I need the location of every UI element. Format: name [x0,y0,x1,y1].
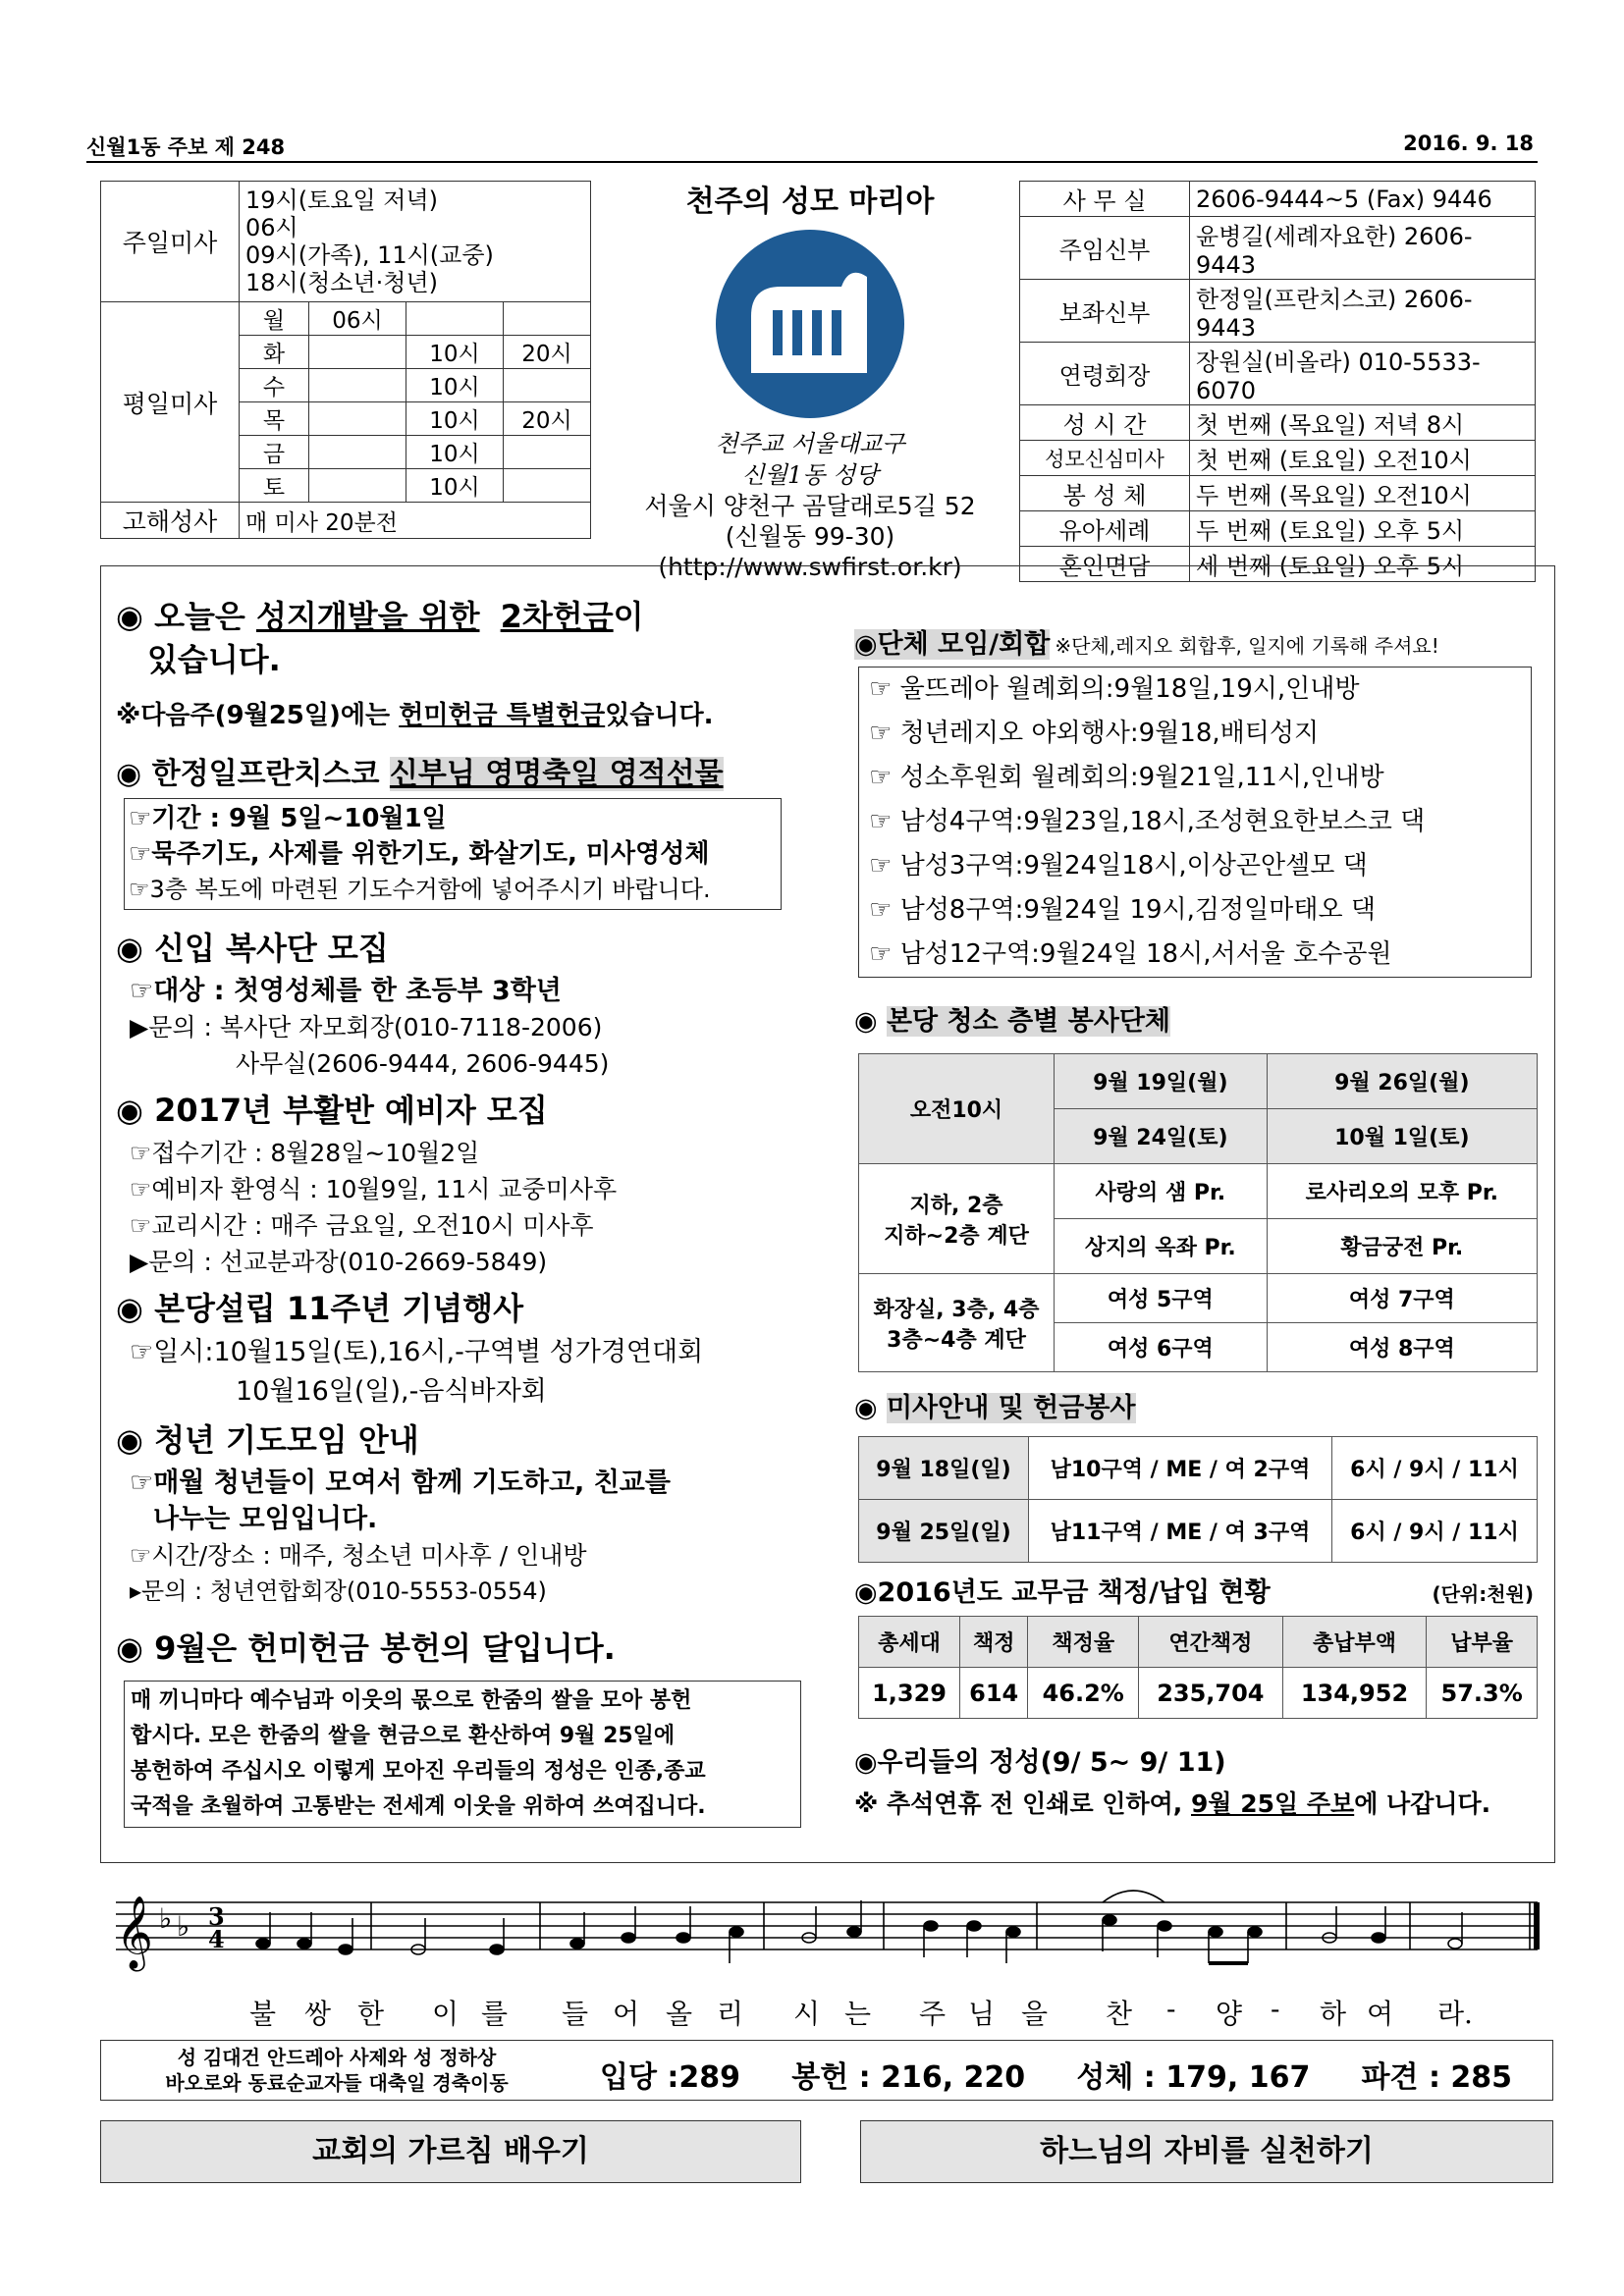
contact-key: 유아세례 [1020,511,1190,547]
contact-key: 봉 성 체 [1020,476,1190,511]
tithe-col-header: 총세대 [859,1617,960,1668]
contact-value: 2606-9444~5 (Fax) 9446 [1190,182,1536,217]
right-column [854,622,1542,1820]
cleaning-floor-2: 화장실, 3층, 4층 3층~4층 계단 [859,1274,1055,1372]
left-column [116,595,842,1828]
cleaning-date: 9월 26일(월) [1267,1054,1537,1109]
anniversary-body: ☞일시:10월15일(토),16시,-구역별 성가경연대회 10월16일(일),-음식바자회 [130,1337,704,1407]
section-youth-prayer-title: ◉ 청년 기도모임 안내 [116,1421,419,1459]
lyric-syllable: 한 [357,1998,385,2030]
contact-value: 한정일(프란치스코) 2606-9443 [1190,280,1536,343]
cleaning-group: 여성 7구역 [1267,1274,1537,1323]
weekday-day: 월 [240,302,309,336]
lyric-syllable: 들 [562,1998,589,2030]
tithe-col-header: 납부율 [1427,1617,1538,1668]
lyric-syllable: 리 [717,1998,744,2030]
contact-key: 혼인면담 [1020,547,1190,582]
contact-value: 첫 번째 (토요일) 오전10시 [1190,441,1536,476]
contact-value: 첫 번째 (목요일) 저녁 8시 [1190,405,1536,441]
mass-guide-title: ◉ 미사안내 및 헌금봉사 [854,1393,1136,1423]
lyric-syllable: 이 [432,1998,460,2030]
section-feast-gift-title: ◉ 한정일프란치스코 신부님 영명축일 영적선물 [116,757,724,791]
tithe-table [858,1616,1538,1719]
weekday-time [309,469,406,503]
tithe-col-header: 책정율 [1028,1617,1139,1668]
parish-signature: 천주교 서울대교구 신월1동 성당 [715,430,905,489]
contact-key: 사 무 실 [1020,182,1190,217]
cleaning-date: 9월 24일(토) [1055,1109,1268,1164]
contact-key: 연령회장 [1020,343,1190,405]
weekday-time [504,436,591,469]
group-meetings-box [858,667,1532,978]
lyric-syllable: 찬 [1106,1998,1133,2030]
weekday-day: 토 [240,469,309,503]
cleaning-group: 사랑의 샘 Pr. [1055,1164,1268,1219]
weekday-time [309,436,406,469]
sunday-mass-label: 주일미사 [101,182,240,302]
notice-second-collection-cont: 있습니다. [147,641,281,678]
contact-key: 보좌신부 [1020,280,1190,343]
weekday-time: 10시 [406,436,504,469]
contact-key: 주임신부 [1020,217,1190,280]
svg-text:3: 3 [208,1902,225,1931]
cleaning-group: 여성 8구역 [1267,1323,1537,1372]
list-item: ☞ 남성4구역:9월23일,18시,조성현요한보스코 댁 [869,807,1426,836]
contact-value: 두 번째 (목요일) 오전10시 [1190,476,1536,511]
mass-guide-date: 9월 18일(일) [859,1437,1029,1500]
lyric-syllable: 하 [1320,1998,1347,2030]
weekday-time [504,369,591,402]
list-item: ☞ 울뜨레아 월례회의:9월18일,19시,인내방 [869,674,1360,704]
weekday-time: 10시 [406,469,504,503]
notice-second-collection: ◉ 오늘은 성지개발을 위한 2차헌금이 [116,598,644,635]
bulletin-date: 2016. 9. 18 [1403,132,1534,155]
mass-guide-table [858,1436,1538,1563]
tithe-col-header: 책정 [960,1617,1028,1668]
contacts-table [1019,181,1536,582]
lyric-syllable: 여 [1367,1998,1394,2030]
sunday-mass-times: 19시(토요일 저녁) 06시 09시(가족), 11시(교중) 18시(청소년·청년) [240,182,591,302]
weekday-mass-label: 평일미사 [101,302,240,503]
weekday-time: 10시 [406,336,504,369]
lyric-syllable: 을 [1021,1998,1049,2030]
cleaning-floor-1: 지하, 2층 지하~2층 계단 [859,1164,1055,1274]
cleaning-table [858,1053,1538,1372]
cleaning-group: 로사리오의 모후 Pr. [1267,1164,1537,1219]
contact-value: 세 번째 (토요일) 오후 5시 [1190,547,1536,582]
lyric-syllable: 쌍 [304,1998,332,2030]
cleaning-date: 10월 1일(토) [1267,1109,1537,1164]
lyric-syllable: 는 [844,1998,872,2030]
confession-value: 매 미사 20분전 [240,503,591,539]
lyric-syllable: 어 [613,1998,640,2030]
tithe-value: 1,329 [859,1668,960,1719]
weekday-time [504,469,591,503]
cleaning-title: ◉ 본당 청소 층별 봉사단체 [854,1006,1170,1037]
weekday-time [309,336,406,369]
weekday-time [504,302,591,336]
lyric-syllable: 라. [1437,1998,1473,2030]
contact-value: 윤병길(세례자요한) 2606-9443 [1190,217,1536,280]
youth-prayer-body: ☞매월 청년들이 모여서 함께 기도하고, 친교를 나누는 모임입니다. ☞시간/장소 : 매주, 청소년 미사후 / 인내방 ▸문의 : 청년연합회장(010-5553-0554) [130,1468,671,1605]
mass-schedule-table [100,181,591,539]
tithe-value: 614 [960,1668,1028,1719]
bulletin-number: 신월1동 주보 제 248 [86,135,286,159]
parish-logo-icon [712,226,908,422]
contact-key: 성 시 간 [1020,405,1190,441]
tithe-value: 46.2% [1028,1668,1139,1719]
parish-patron-title: 천주의 성모 마리아 [685,185,935,219]
hymn-numbers: 입당 :289 봉헌 : 216, 220 성체 : 179, 167 파견 : 285 [600,2060,1513,2095]
lyric-syllable: - [1271,1993,1280,2025]
tithe-value: 57.3% [1427,1668,1538,1719]
mass-guide-date: 9월 25일(일) [859,1500,1029,1563]
tithe-value: 134,952 [1282,1668,1427,1719]
lyric-syllable: 양 [1216,1998,1243,2030]
list-item: ☞ 남성8구역:9월24일 19시,김정일마태오 댁 [869,895,1377,925]
section-anniversary-title: ◉ 본당설립 11주년 기념행사 [116,1290,523,1327]
feast-box [100,2040,1553,2101]
mass-guide-groups: 남10구역 / ME / 여 2구역 [1029,1437,1332,1500]
offering-title: ◉우리들의 정성(9/ 5~ 9/ 11) [854,1747,1226,1778]
list-item: ☞ 청년레지오 야외행사:9월18,배티성지 [869,719,1320,748]
tithe-col-header: 총납부액 [1282,1617,1427,1668]
lyric-syllable: - [1166,1993,1176,2025]
hymn-score [116,1883,1549,1981]
cleaning-group: 황금궁전 Pr. [1267,1219,1537,1274]
weekday-day: 수 [240,369,309,402]
cleaning-time: 오전10시 [859,1054,1055,1164]
cleaning-group: 여성 6구역 [1055,1323,1268,1372]
lyric-syllable: 주 [919,1998,947,2030]
weekday-time: 10시 [406,402,504,436]
cleaning-group: 여성 5구역 [1055,1274,1268,1323]
section-rice-offering-title: ◉ 9월은 헌미헌금 봉헌의 달입니다. [116,1629,616,1667]
mass-guide-groups: 남11구역 / ME / 여 3구역 [1029,1500,1332,1563]
parish-url: (http://www.swfirst.or.kr) [658,553,962,581]
weekday-day: 화 [240,336,309,369]
lyric-syllable: 불 [249,1998,277,2030]
mass-guide-times: 6시 / 9시 / 11시 [1332,1437,1538,1500]
section-catechumen-title: ◉ 2017년 부활반 예비자 모집 [116,1092,548,1129]
tithe-value: 235,704 [1139,1668,1283,1719]
tithe-header: ◉2016년도 교무금 책정/납입 현황 (단위:천원) [854,1577,1534,1608]
tithe-col-header: 연간책정 [1139,1617,1283,1668]
list-item: ☞ 남성3구역:9월24일18시,이상곤안셀모 댁 [869,851,1368,881]
lyric-syllable: 를 [481,1998,509,2030]
list-item: ☞ 성소후원회 월례회의:9월21일,11시,인내방 [869,763,1384,792]
cleaning-date: 9월 19일(월) [1055,1054,1268,1109]
treble-clef-icon: 𝄞 [116,1896,153,1969]
svg-text:4: 4 [208,1925,225,1953]
weekday-time: 10시 [406,369,504,402]
offering-note: ※ 추석연휴 전 인쇄로 인하여, 9월 25일 주보에 나갑니다. [854,1789,1491,1818]
footer-teaching: 교회의 가르침 배우기 [100,2120,801,2183]
rice-offering-box: 매 끼니마다 예수님과 이웃의 몫으로 한줌의 쌀을 모아 봉헌 합시다. 모은 한줌의 쌀을 현금으로 환산하여 9월 25일에 봉헌하여 주십시오 이렇게 모아진 우리들의 정성은 인종,종교 국적을 초월하여 고통받는 전세계 이웃을 위하여 쓰여집니다. [124,1681,801,1828]
contact-value: 두 번째 (토요일) 오후 5시 [1190,511,1536,547]
weekday-time [309,369,406,402]
feast-gift-prayers: ☞묵주기도, 사제를 위한기도, 화살기도, 미사영성체 [129,839,710,869]
weekday-time: 06시 [309,302,406,336]
feast-gift-instructions: ☞3층 복도에 마련된 기도수거함에 넣어주시기 바랍니다. [129,876,711,903]
weekday-time: 20시 [504,402,591,436]
lyric-syllable: 시 [793,1998,821,2030]
cleaning-group: 상지의 옥좌 Pr. [1055,1219,1268,1274]
confession-label: 고해성사 [101,503,240,539]
flat-icon: ♭ [159,1902,173,1935]
weekday-time [309,402,406,436]
header-rule [86,161,1538,163]
section-altar-servers-title: ◉ 신입 복사단 모집 [116,930,389,967]
flat-icon: ♭ [177,1910,190,1943]
contact-value: 장원실(비올라) 010-5533-6070 [1190,343,1536,405]
parish-address: 서울시 양천구 곰달래로5길 52 (신월동 99-30) (http://www.swfirst.or.kr) [609,491,1011,582]
altar-servers-body: ☞대상 : 첫영성체를 한 초등부 3학년 ▶문의 : 복사단 자모회장(010-7118-2006) 사무실(2606-9444, 2606-9445) [130,976,610,1078]
mass-guide-times: 6시 / 9시 / 11시 [1332,1500,1538,1563]
lyric-syllable: 님 [968,1998,996,2030]
parish-block [609,177,1011,582]
feast-gift-period: ☞기간 : 9월 5일~10월1일 [129,804,447,833]
notice-special-collection: ※다음주(9월25일)에는 헌미헌금 특별헌금있습니다. [116,701,714,730]
footer-mercy: 하느님의 자비를 실천하기 [860,2120,1553,2183]
weekday-day: 목 [240,402,309,436]
weekday-time [406,302,504,336]
catechumen-body: ☞접수기간 : 8월28일~10월2일 ☞예비자 환영식 : 10월9일, 11시 교중미사후 ☞교리시간 : 매주 금요일, 오전10시 미사후 ▶문의 : 선교분과장(010-2669-5849) [130,1139,618,1276]
weekday-day: 금 [240,436,309,469]
list-item: ☞ 남성12구역:9월24일 18시,서서울 호수공원 [869,939,1392,969]
lyric-syllable: 올 [666,1998,693,2030]
group-meetings-header: ◉단체 모임/회합 ※단체,레지오 회합후, 일지에 기록해 주셔요! [854,629,1439,660]
contact-key: 성모신심미사 [1020,441,1190,476]
feast-gift-box [124,798,782,910]
weekday-time: 20시 [504,336,591,369]
feast-name: 성 김대건 안드레아 사제와 성 정하상 바오로와 동료순교자들 대축일 경축이동 [165,2046,509,2095]
